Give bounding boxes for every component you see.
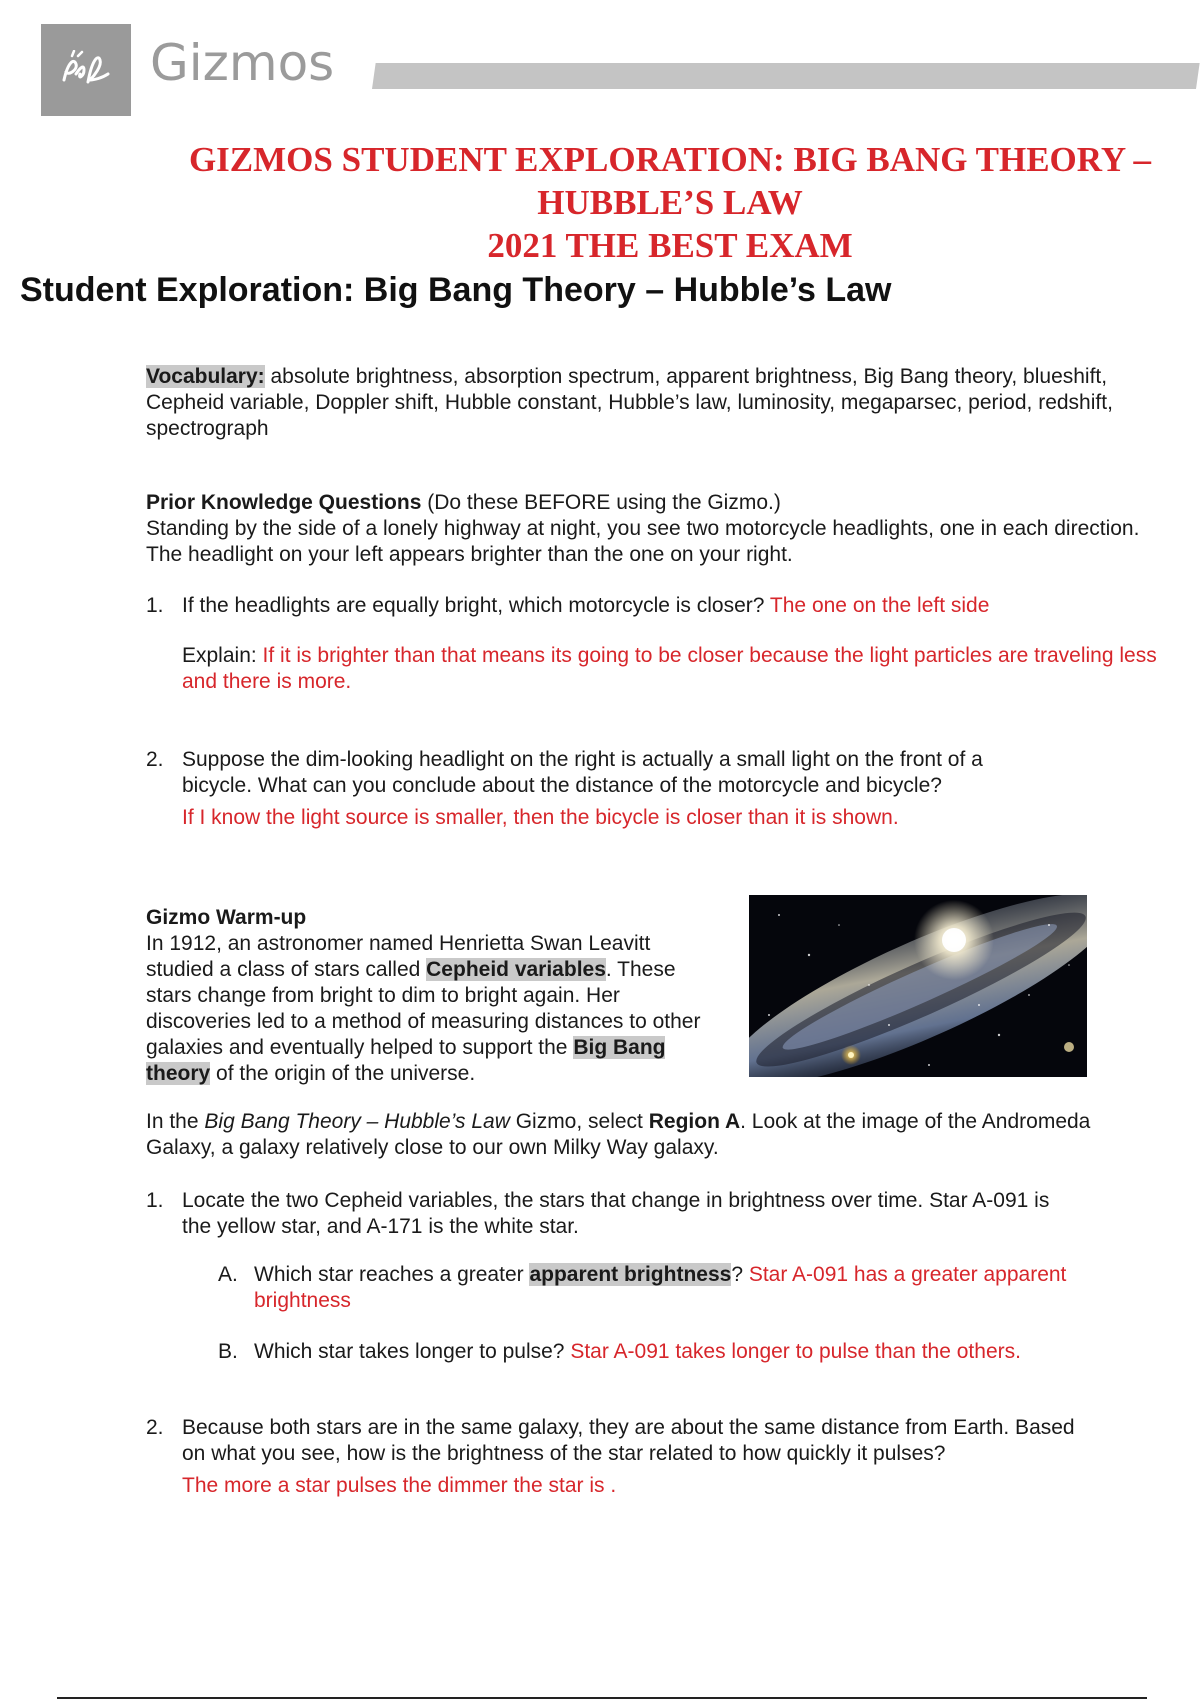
instruction-text-3: . Look at the image of the Andromeda Galaxy, a galaxy relatively close to our own Milky Way galaxy. <box>146 1110 1091 1159</box>
prior-knowledge-intro: Standing by the side of a lonely highway at night, you see two motorcycle headlights, one in each direction. The headlight on your left appears brighter than the one on your right. <box>146 517 1140 566</box>
region-a-label: Region A <box>648 1110 741 1133</box>
vocabulary-label: Vocabulary: <box>146 365 265 388</box>
question-text: Which star reaches a greater <box>254 1263 530 1286</box>
sub-question-letter: A. <box>218 1263 238 1286</box>
question-text: Which star takes longer to pulse? <box>254 1340 571 1363</box>
sub-question-letter: B. <box>218 1340 238 1363</box>
answer-text: The more a star pulses the dimmer the star is . <box>182 1474 617 1497</box>
apparent-brightness-term: apparent brightness <box>529 1263 732 1286</box>
header-bar <box>372 63 1200 89</box>
andromeda-galaxy-image <box>749 895 1087 1077</box>
explorelearning-logo-icon <box>58 50 114 90</box>
question-number: 1. <box>146 594 164 617</box>
gizmos-logo <box>41 24 131 116</box>
question-mark: ? <box>731 1263 749 1286</box>
gizmo-name: Big Bang Theory – Hubble’s Law <box>204 1110 510 1133</box>
question-number: 2. <box>146 1416 164 1439</box>
question-text: Suppose the dim-looking headlight on the right is actually a small light on the front of a bicycle. What can you conclude about the distance of the motorcycle and bicycle? <box>182 748 983 797</box>
warmup-instructions <box>146 1109 1146 1161</box>
prior-knowledge-note: (Do these BEFORE using the Gizmo.) <box>421 491 781 514</box>
logo-wordmark: Gizmos <box>150 34 335 92</box>
answer-text: If I know the light source is smaller, then the bicycle is closer than it is shown. <box>182 806 899 829</box>
warmup-text-1: In 1912, an astronomer named Henrietta Swan Leavitt studied a class of stars called <box>146 932 651 981</box>
explain-answer: If it is brighter than that means its going to be closer because the light particles are traveling less and there is more. <box>182 644 1157 693</box>
instruction-text-1: In the <box>146 1110 205 1133</box>
question-number: 2. <box>146 748 164 771</box>
big-bang-theory-term: Big Bang theory <box>146 1036 666 1085</box>
cepheid-variables-term: Cepheid variables <box>426 958 606 981</box>
vocabulary-section <box>146 364 1156 442</box>
prior-knowledge-heading: Prior Knowledge Questions <box>146 491 422 514</box>
answer-text: Star A-091 takes longer to pulse than the others. <box>570 1340 1021 1363</box>
exam-title <box>140 138 1200 267</box>
vocabulary-terms: absolute brightness, absorption spectrum, apparent brightness, Big Bang theory, blueshift, Cepheid variable, Doppler shift, Hubble constant, Hubble’s law, luminosity, megaparsec, period, redshift, spectrograph <box>146 365 1113 440</box>
question-text: If the headlights are equally bright, which motorcycle is closer? <box>182 594 770 617</box>
document-title: Student Exploration: Big Bang Theory – Hubble’s Law <box>20 271 892 309</box>
warmup-text-3: of the origin of the universe. <box>210 1062 476 1085</box>
page-bottom-rule <box>57 1697 1147 1699</box>
warmup-heading: Gizmo Warm-up <box>146 906 307 929</box>
warmup-text-2: . These stars change from bright to dim to bright again. Her discoveries led to a method of measuring distances to other galaxies and eventually helped to support the <box>146 958 701 1059</box>
warmup-intro <box>146 905 706 1087</box>
exam-title-line-2: HUBBLE’S LAW <box>537 183 803 222</box>
exam-title-line-1: GIZMOS STUDENT EXPLORATION: BIG BANG THEORY – <box>188 140 1152 179</box>
prior-knowledge-section <box>146 490 1156 568</box>
answer-text: Star A-091 has a greater apparent brightness <box>254 1263 1067 1312</box>
exam-title-line-3: 2021 THE BEST EXAM <box>487 226 853 265</box>
instruction-text-2: Gizmo, select <box>509 1110 649 1133</box>
question-text: Locate the two Cepheid variables, the stars that change in brightness over time. Star A-091 is the yellow star, and A-171 is the white star. <box>182 1189 1050 1238</box>
question-text: Because both stars are in the same galaxy, they are about the same distance from Earth. Based on what you see, how is the brightness of the star related to how quickly it pulses? <box>182 1416 1075 1465</box>
explain-label: Explain: <box>182 644 263 667</box>
question-number: 1. <box>146 1189 164 1212</box>
answer-text: The one on the left side <box>769 594 990 617</box>
